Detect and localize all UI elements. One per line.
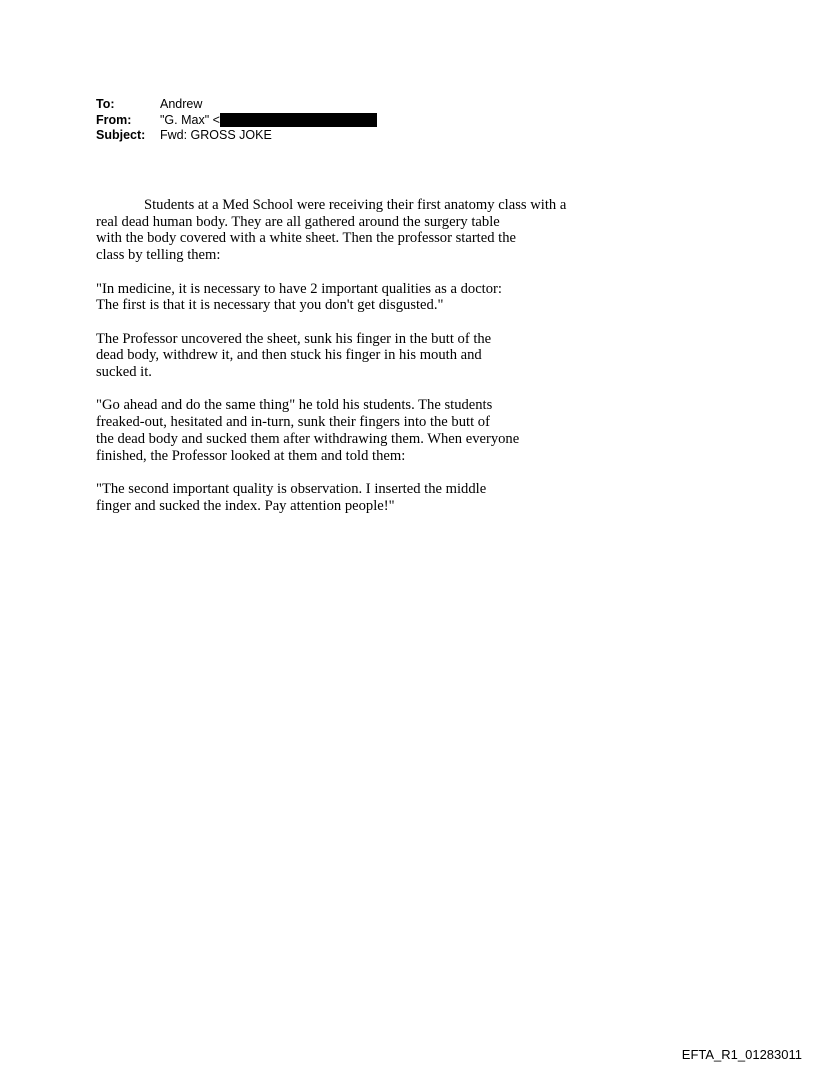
to-label: To: [96,97,115,111]
body-line: freaked-out, hesitated and in-turn, sunk their fingers into the butt of [96,414,490,431]
from-label: From: [96,112,132,127]
to-row [96,97,377,113]
subject-label: Subject: [96,128,146,142]
body-line: "The second important quality is observation. I inserted the middle [96,480,487,497]
email-body [96,197,656,531]
body-line: finger and sucked the index. Pay attention people!" [96,497,395,514]
paragraph-3 [96,331,656,381]
body-line: "Go ahead and do the same thing" he told his students. The students [96,397,493,414]
subject-value: Fwd: GROSS JOKE [160,128,272,142]
body-line: The Professor uncovered the sheet, sunk his finger in the butt of the [96,330,492,347]
body-line: class by telling them: [96,247,221,264]
to-value: Andrew [160,97,203,111]
from-value: "G. Max" < [160,112,220,127]
body-line: finished, the Professor looked at them and told them: [96,447,406,464]
redaction-block [220,113,377,127]
body-line: dead body, withdrew it, and then stuck his finger in his mouth and [96,347,482,364]
document-id: EFTA_R1_01283011 [681,1047,802,1062]
body-line: real dead human body. They are all gathered around the surgery table [96,213,500,230]
paragraph-5 [96,481,656,514]
subject-row [96,128,377,144]
body-line: "In medicine, it is necessary to have 2 important qualities as a doctor: [96,280,502,297]
body-line: with the body covered with a white sheet. Then the professor started the [96,230,516,247]
body-line: Students at a Med School were receiving their first anatomy class with a [144,197,567,213]
body-line: The first is that it is necessary that you don't get disgusted." [96,297,444,314]
from-row [96,113,377,129]
from-value-wrapper [160,113,377,129]
paragraph-2 [96,281,656,314]
paragraph-1 [96,197,656,264]
body-line: the dead body and sucked them after withdrawing them. When everyone [96,430,520,447]
body-line: sucked it. [96,364,152,380]
email-header [96,97,377,144]
paragraph-4 [96,397,656,464]
